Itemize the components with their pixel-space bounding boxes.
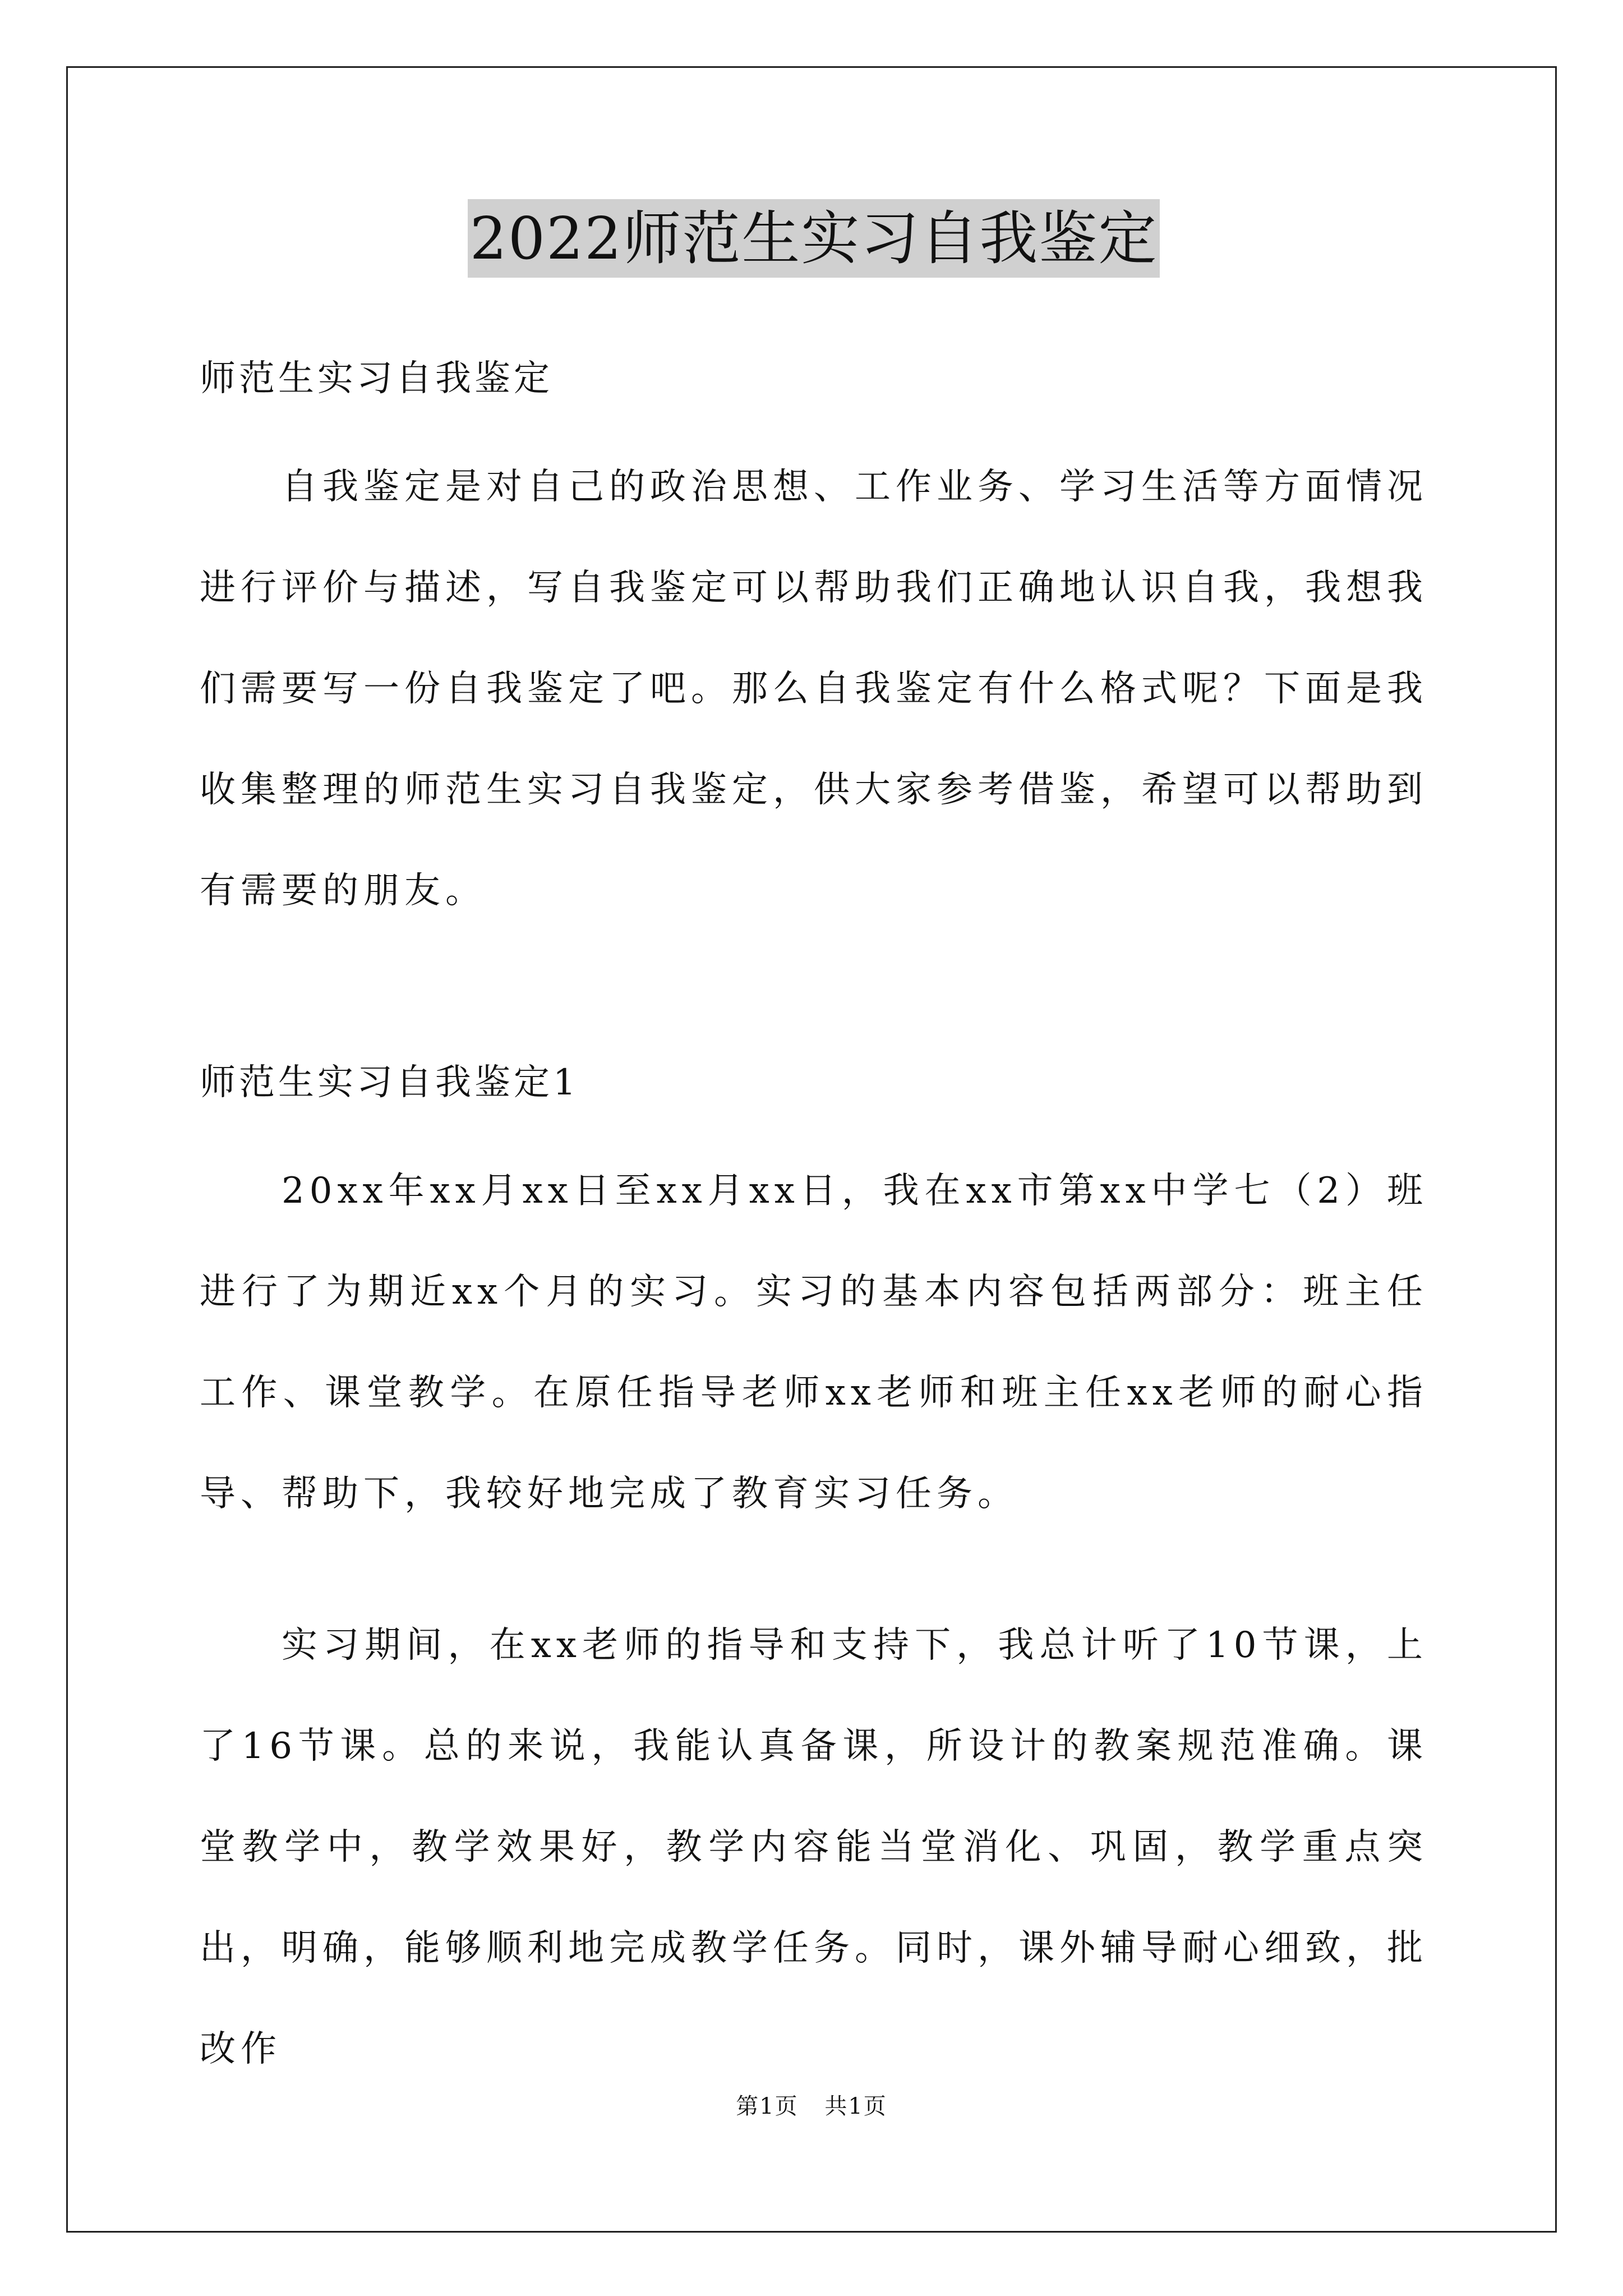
body-paragraph-1: 20xx年xx月xx日至xx月xx日，我在xx市第xx中学七（2）班进行了为期近xx个月的实习。实习的基本内容包括两部分：班主任工作、课堂教学。在原任指导老师xx老师和班主任xx老师的耐心指导、帮助下，我较好地完成了教育实习任务。 (200, 1170, 1428, 1515)
intro-paragraph: 自我鉴定是对自己的政治思想、工作业务、学习生活等方面情况进行评价与描述，写自我鉴定可以帮助我们正确地认识自我，我想我们需要写一份自我鉴定了吧。那么自我鉴定有什么格式呢？下面是我收集整理的师范生实习自我鉴定，供大家参考借鉴，希望可以帮助到有需要的朋友。 (200, 466, 1428, 912)
subtitle-heading: 师范生实习自我鉴定 (200, 358, 553, 399)
body-paragraph-2: 实习期间，在xx老师的指导和支持下，我总计听了10节课，上了16节课。总的来说，我能认真备课，所设计的教案规范准确。课堂教学中，教学效果好，教学内容能当堂消化、巩固，教学重点突出，明确，能够顺利地完成教学任务。同时，课外辅导耐心细致，批改作 (200, 1625, 1428, 2070)
title-container (200, 199, 1428, 278)
section-heading: 师范生实习自我鉴定1 (200, 1062, 579, 1103)
page-number-total: 共1页 (824, 2093, 887, 2119)
page-number-current: 第1页 (736, 2093, 799, 2119)
page-footer (0, 2090, 1623, 2123)
document-title: 2022师范生实习自我鉴定 (468, 199, 1160, 278)
